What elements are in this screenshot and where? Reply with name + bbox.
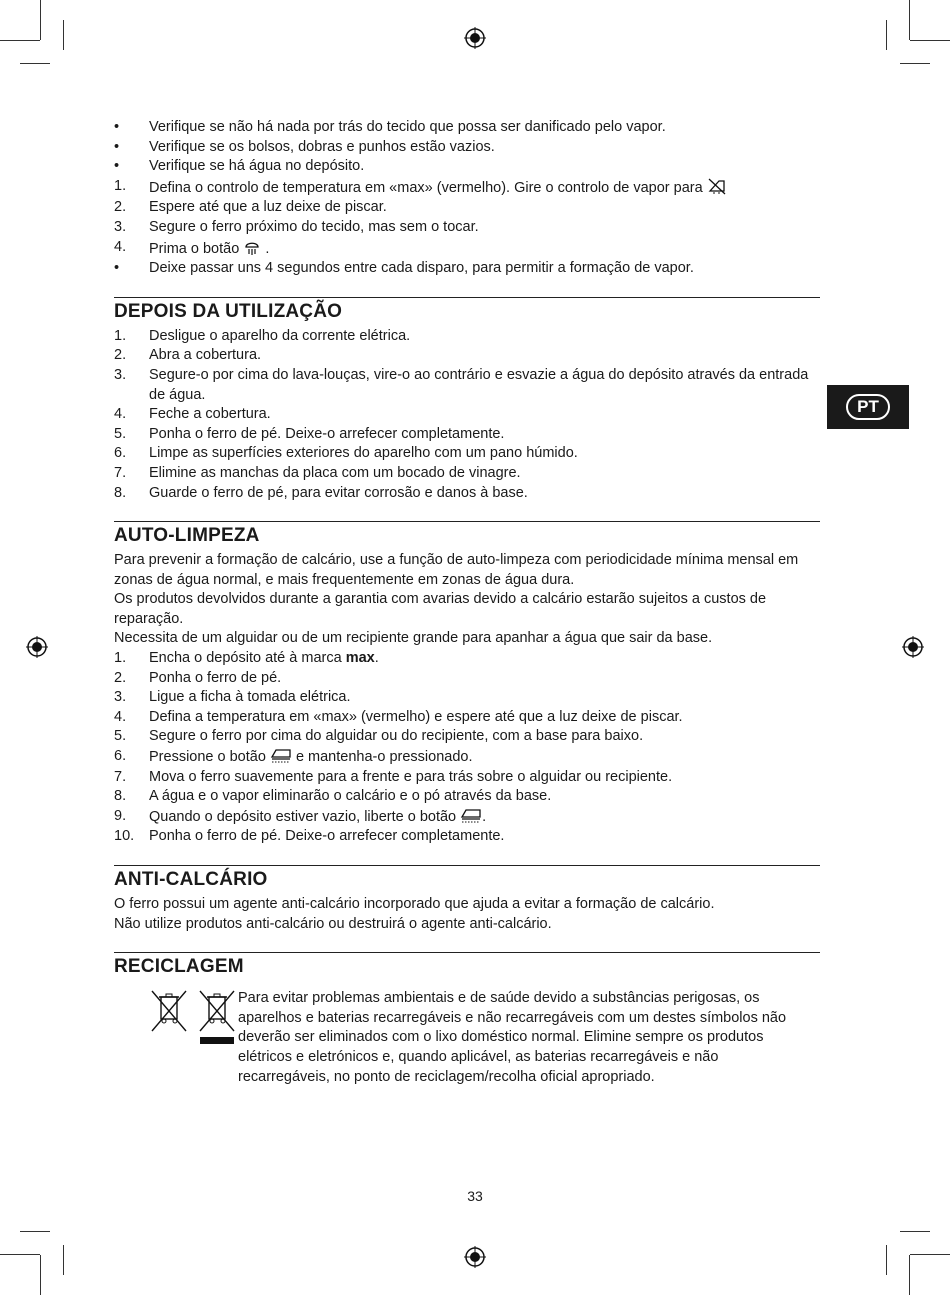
list-marker: 10. [114, 828, 135, 845]
list-item [114, 177, 820, 199]
list-item-text: Verifique se há água no depósito. [149, 158, 365, 175]
paragraph: Necessita de um alguidar ou de um recipiente grande para apanhar a água que sair da base. [114, 630, 713, 647]
list-marker: 2. [114, 669, 127, 686]
list-marker: 2. [114, 199, 127, 216]
crossed-bin-icon [148, 989, 190, 1035]
list-item-text: Segure o ferro por cima do alguidar ou do recipiente, com a base para baixo. [149, 728, 644, 745]
list-item [114, 669, 820, 689]
list-marker: 4. [114, 238, 127, 255]
list-item-text: Elimine as manchas da placa com um bocado de vinagre. [149, 464, 521, 481]
recycling-text: Para evitar problemas ambientais e de saúde devido a substâncias perigosas, os aparelhos e baterias recarregáveis e não recarregáveis com um destes símbolos não deverão ser eliminados com o lixo doméstico normal. Elimine sempre os produtos elétricos e eletrónicos e, quando aplicável, as baterias recarregáveis e não recarregáveis, no ponto de reciclagem/recolha oficial apropriado. [238, 990, 787, 1085]
list-item-text: Desligue o aparelho da corrente elétrica. [149, 327, 411, 344]
list-marker: 4. [114, 708, 127, 725]
list-item-text-after: . [374, 650, 379, 667]
page-content [114, 118, 820, 1087]
no-steam-icon [707, 177, 727, 195]
section-title: RECICLAGEM [114, 956, 244, 978]
list-item-text: Ponha o ferro de pé. Deixe-o arrefecer completamente. [149, 425, 505, 442]
after-use-section [114, 297, 820, 503]
list-item [114, 768, 820, 788]
list-item-text: Quando o depósito estiver vazio, liberte o botão [149, 808, 457, 825]
list-item-text: Guarde o ferro de pé, para evitar corrosão e danos à base. [149, 484, 528, 501]
list-marker: 1. [114, 177, 127, 194]
anti-calc-section [114, 865, 820, 934]
list-item [114, 827, 820, 847]
list-item [114, 444, 820, 464]
list-marker: 5. [114, 425, 127, 442]
list-marker: 1. [114, 650, 127, 667]
list-item-text: Verifique se não há nada por trás do tecido que possa ser danificado pelo vapor. [149, 119, 666, 135]
list-marker: 5. [114, 728, 127, 745]
list-item-text: Deixe passar uns 4 segundos entre cada disparo, para permitir a formação de vapor. [149, 260, 694, 277]
paragraph: Não utilize produtos anti-calcário ou destruirá o agente anti-calcário. [114, 915, 552, 932]
list-item [114, 238, 820, 260]
section-title: DEPOIS DA UTILIZAÇÃO [114, 300, 343, 322]
crop-mark [20, 63, 50, 64]
self-clean-icon [270, 747, 292, 764]
list-item [114, 464, 820, 484]
list-marker: 6. [114, 445, 127, 462]
list-item-bold: max [345, 650, 375, 667]
crop-mark [63, 1245, 64, 1275]
crop-mark [900, 63, 930, 64]
steam-burst-icon [243, 238, 261, 256]
list-item-text: Verifique se os bolsos, dobras e punhos estão vazios. [149, 138, 495, 155]
list-item-text: Abra a cobertura. [149, 347, 262, 364]
list-marker: • [114, 138, 120, 155]
self-clean-section [114, 521, 820, 847]
section-title: AUTO-LIMPEZA [114, 525, 260, 547]
list-item-text-after: . [261, 240, 270, 257]
list-item [114, 747, 820, 768]
list-marker: 3. [114, 689, 127, 706]
list-marker: 1. [114, 327, 127, 344]
list-item-text: Ponha o ferro de pé. [149, 669, 282, 686]
crop-mark [20, 1231, 50, 1232]
list-item [114, 218, 820, 238]
after-use-list [114, 327, 820, 503]
crop-mark [909, 1255, 910, 1295]
paragraph: Para prevenir a formação de calcário, use a função de auto-limpeza com periodicidade mínima mensal em zonas de água normal, e mais frequentemente em zonas de água dura. [114, 552, 799, 588]
list-item [114, 366, 820, 405]
crop-mark [910, 1254, 950, 1255]
list-item-text: Pressione o botão [149, 749, 266, 766]
list-marker: 9. [114, 807, 127, 824]
list-item-text: Defina o controlo de temperatura em «max» (vermelho). Gire o controlo de vapor para [149, 179, 703, 196]
list-item [114, 807, 820, 828]
section-title: ANTI-CALCÁRIO [114, 869, 268, 890]
crop-mark [886, 20, 887, 50]
self-clean-icon [460, 807, 482, 824]
list-marker: 2. [114, 347, 127, 364]
recycling-row [114, 989, 820, 1087]
page-number: 33 [467, 1188, 483, 1204]
list-marker: 6. [114, 748, 127, 765]
crop-mark [63, 20, 64, 50]
list-item [114, 425, 820, 445]
crossed-bin-bar-icon [196, 989, 238, 1047]
crop-mark [40, 1255, 41, 1295]
language-tab-label: PT [846, 394, 890, 420]
registration-mark-icon [464, 1246, 486, 1268]
list-item-text: Espere até que a luz deixe de piscar. [149, 199, 387, 216]
registration-mark-icon [26, 636, 48, 658]
recycling-section [114, 952, 820, 1087]
list-item [114, 649, 820, 669]
list-marker: 4. [114, 406, 127, 423]
list-item-text: A água e o vapor eliminarão o calcário e o pó através da base. [149, 788, 552, 805]
list-item [114, 138, 820, 158]
list-item [114, 708, 820, 728]
list-item [114, 405, 820, 425]
language-tab [827, 385, 909, 429]
recycling-icons [114, 989, 238, 1087]
list-item [114, 787, 820, 807]
list-marker: 8. [114, 484, 127, 501]
crop-mark [0, 40, 40, 41]
list-item [114, 118, 820, 138]
list-item-text: Ligue a ficha à tomada elétrica. [149, 689, 351, 706]
list-item-text: Ponha o ferro de pé. Deixe-o arrefecer completamente. [149, 828, 505, 845]
crop-mark [909, 0, 910, 40]
crop-mark [886, 1245, 887, 1275]
list-marker: • [114, 158, 120, 175]
crop-mark [40, 0, 41, 40]
paragraph: Os produtos devolvidos durante a garantia com avarias devido a calcário estarão sujeitos a custos de reparação. [114, 591, 767, 627]
crop-mark [0, 1254, 40, 1255]
list-item-text: Segure-o por cima do lava-louças, vire-o ao contrário e esvazie a água do depósito através da entrada de água. [149, 366, 809, 403]
list-item-text: Prima o botão [149, 240, 240, 257]
list-marker: • [114, 119, 120, 135]
list-item [114, 484, 820, 504]
registration-mark-icon [464, 27, 486, 49]
list-item [114, 727, 820, 747]
paragraph: O ferro possui um agente anti-calcário incorporado que ajuda a evitar a formação de calcário. [114, 896, 715, 912]
list-item [114, 346, 820, 366]
list-marker: 3. [114, 366, 127, 383]
list-item [114, 198, 820, 218]
list-marker: 8. [114, 788, 127, 805]
intro-list [114, 118, 820, 279]
list-item-text-after: e mantenha-o pressionado. [291, 749, 473, 766]
list-item [114, 327, 820, 347]
crop-mark [900, 1231, 930, 1232]
list-item-text: Defina a temperatura em «max» (vermelho) e espere até que a luz deixe de piscar. [149, 708, 683, 725]
list-marker: 3. [114, 218, 127, 235]
list-item [114, 688, 820, 708]
crop-mark [910, 40, 950, 41]
list-item [114, 157, 820, 177]
list-item-text-after: . [482, 808, 487, 825]
list-item-text: Mova o ferro suavemente para a frente e para trás sobre o alguidar ou recipiente. [149, 768, 673, 785]
list-item [114, 259, 820, 279]
list-item-text: Segure o ferro próximo do tecido, mas sem o tocar. [149, 218, 479, 235]
list-marker: • [114, 260, 120, 277]
list-item-text: Limpe as superfícies exteriores do aparelho com um pano húmido. [149, 445, 578, 462]
list-marker: 7. [114, 464, 127, 481]
list-item-text: Feche a cobertura. [149, 406, 271, 423]
self-clean-list [114, 649, 820, 847]
list-item-text: Encha o depósito até à marca [149, 650, 346, 667]
list-marker: 7. [114, 768, 127, 785]
registration-mark-icon [902, 636, 924, 658]
